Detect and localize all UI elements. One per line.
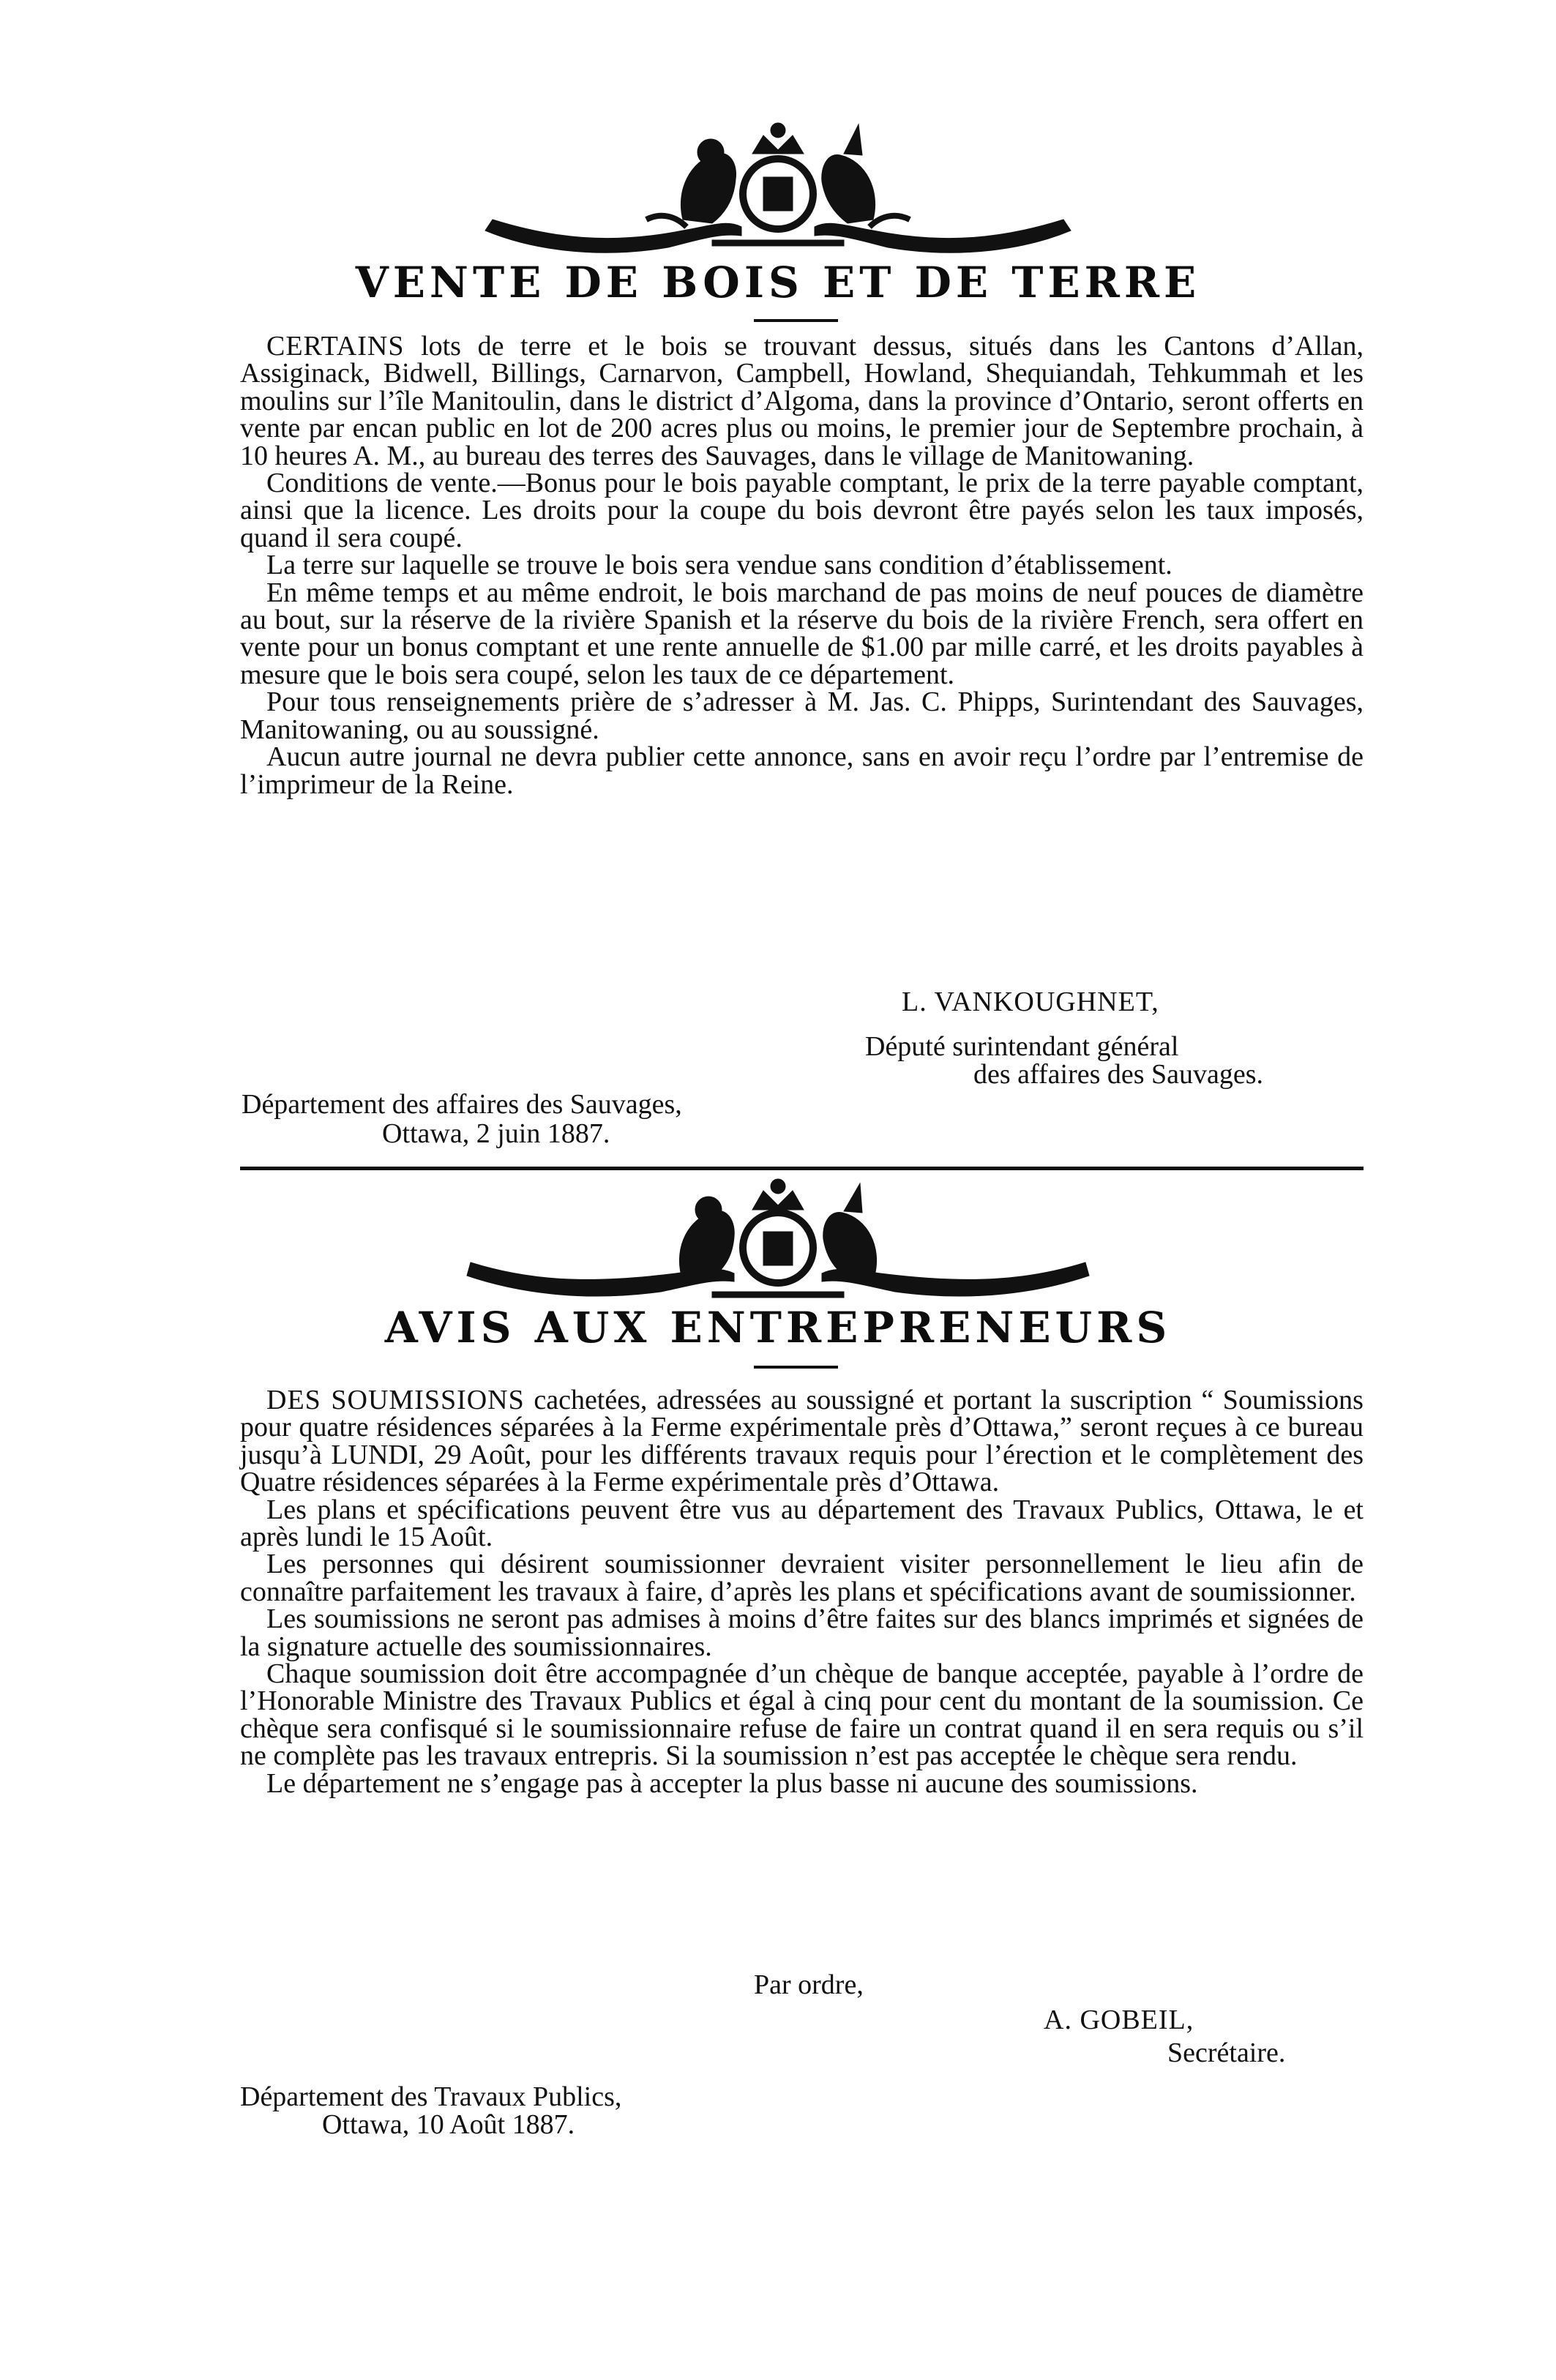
coat-of-arms-icon (463, 110, 1093, 263)
notice-1-body (240, 333, 1364, 798)
paragraph: Les plans et spécifications peuvent être vus au département des Travaux Publics, Ottawa, le et après lundi le 15 Août. (240, 1494, 1364, 1553)
title-underline (754, 319, 838, 322)
department-line: Département des affaires des Sauvages, (242, 1089, 682, 1120)
notice-1-title: VENTE DE BOIS ET DE TERRE (355, 258, 1201, 307)
paragraph-text: lots de terre et le bois se trouvant dessus, situés dans les Cantons d’Allan, Assiginack, Bidwell, Billings, Carnarvon, Campbell, Howland, Shequiandah, Tehkummah et les moulins sur l’île Manitoulin, dans le district d’Algoma, dans la province d’Ontario, seront offerts en vente par encan public en lot de 200 acres plus ou moins, le premier jour de Septembre prochain, à 10 heures A. M., au bureau des terres des Sauvages, dans le village de Manitowaning. (240, 331, 1364, 471)
paragraph: Aucun autre journal ne devra publier cette annonce, sans en avoir reçu l’ordre par l’entremise de l’imprimeur de la Reine. (240, 741, 1364, 800)
paragraph (240, 333, 1364, 470)
notice-2-title: AVIS AUX ENTREPRENEURS (384, 1303, 1172, 1352)
paragraph: En même temps et au même endroit, le bois marchand de pas moins de neuf pouces de diamètre au bout, sur la réserve de la rivière Spanish et la réserve du bois de la rivière French, sera offert en vente pour un bonus comptant et une rente annuelle de $1.00 par mille carré, et les droits payables à mesure que le bois sera coupé, selon les taux de ce département. (240, 577, 1364, 690)
coat-of-arms-icon (456, 1175, 1100, 1317)
paragraph (240, 1387, 1364, 1497)
notice-2-body (240, 1387, 1364, 1797)
paragraph-text: cachetées, adressées au soussigné et portant la suscription “ Soumissions pour quatre résidences séparées à la Ferme expérimentale près d’Ottawa,” seront reçues à ce bureau jusqu’à LUNDI, 29 Août, pour les différents travaux requis pour l’érection et le complètement des Quatre résidences séparées à la Ferme expérimentale près d’Ottawa. (240, 1385, 1364, 1498)
department-line: Département des Travaux Publics, (240, 2081, 622, 2112)
royal-coat-of-arms-emblem (456, 1175, 1100, 1317)
paragraph: Pour tous renseignements prière de s’adresser à M. Jas. C. Phipps, Surintendant des Sauvages, Manitowaning, ou au soussigné. (240, 686, 1364, 745)
signature-title: des affaires des Sauvages. (973, 1059, 1264, 1090)
signature-title: Député surintendant général (865, 1031, 1179, 1062)
signature-name: L. VANKOUGHNET, (902, 987, 1159, 1017)
date-line: Ottawa, 10 Août 1887. (322, 2109, 575, 2140)
paragraph: Les personnes qui désirent soumissionner devraient visiter personnellement le lieu afin de connaître parfaitement les travaux à faire, d’après les plans et spécifications avant de soumissionner. (240, 1549, 1364, 1607)
paragraph: Le département ne s’engage pas à accepter la plus basse ni aucune des soumissions. (266, 1767, 1198, 1799)
lead-caps: CERTAINS (266, 331, 405, 362)
section-divider (240, 1167, 1364, 1170)
paragraph: La terre sur laquelle se trouve le bois sera vendue sans condition d’établissement. (266, 550, 1172, 581)
royal-coat-of-arms-emblem (463, 110, 1093, 263)
paragraph: Chaque soumission doit être accompagnée d’un chèque de banque acceptée, payable à l’ordre de l’Honorable Ministre des Travaux Publics et égal à cinq pour cent du montant de la soumission. Ce chèque sera confisqué si le soumissionnaire refuse de faire un contrat quand il en sera requis ou s’il ne complète pas les travaux entrepris. Si la soumission n’est pas acceptée le chèque sera rendu. (240, 1658, 1364, 1772)
signature-title: Secrétaire. (1167, 2037, 1286, 2068)
paragraph: Les soumissions ne seront pas admises à moins d’être faites sur des blancs imprimés et signées de la signature actuelle des soumissionnaires. (240, 1603, 1364, 1662)
signature-name: A. GOBEIL, (1044, 2005, 1194, 2035)
lead-caps: DES SOUMISSIONS (266, 1385, 525, 1415)
title-underline (754, 1366, 838, 1369)
date-line: Ottawa, 2 juin 1887. (382, 1118, 610, 1149)
par-ordre-line: Par ordre, (754, 1969, 864, 2000)
paragraph: Conditions de vente.—Bonus pour le bois payable comptant, le prix de la terre payable comptant, ainsi que la licence. Les droits pour la coupe du bois devront être payés selon les taux imposés, quand il sera coupé. (240, 468, 1364, 553)
